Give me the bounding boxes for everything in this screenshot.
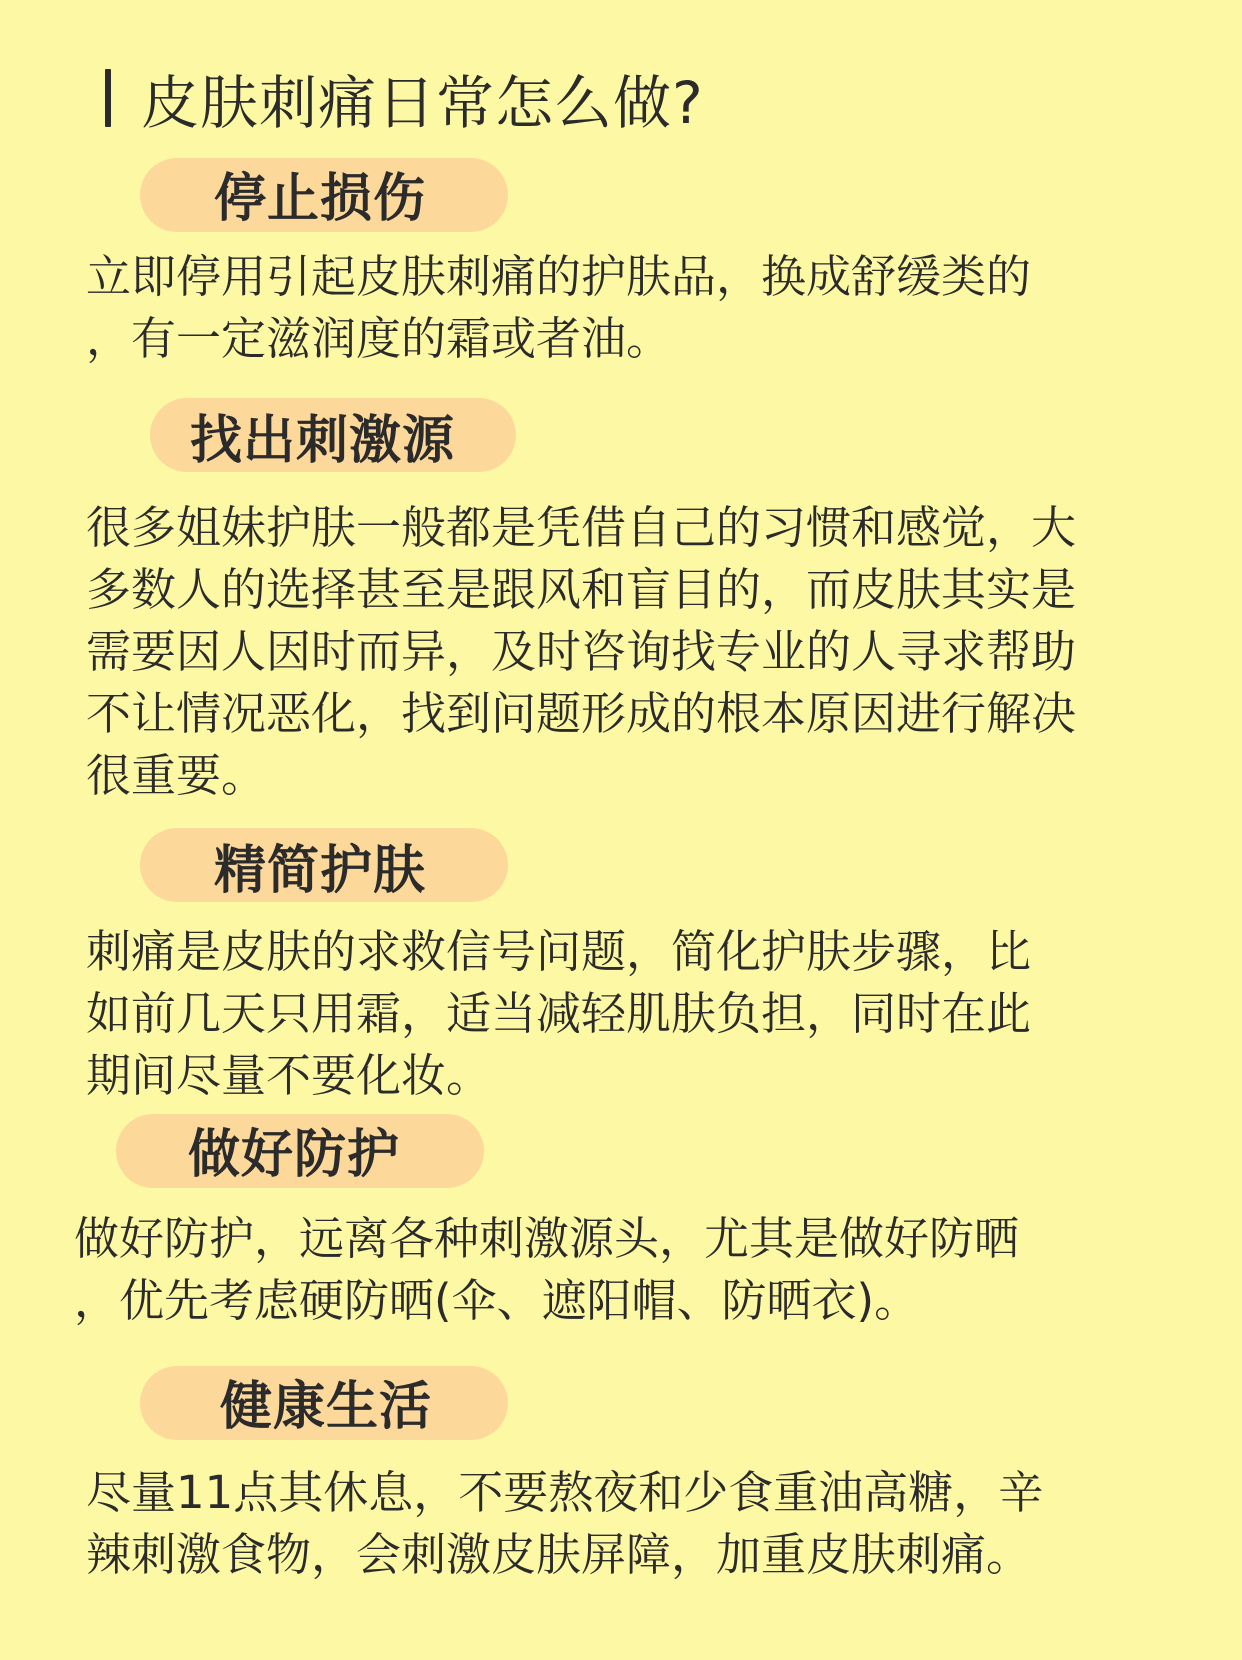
page-title: 皮肤刺痛日常怎么做?: [141, 69, 704, 137]
paragraph-line: 很重要。: [86, 749, 267, 802]
section-paragraph: [74, 1208, 1019, 1332]
title-row: [105, 58, 704, 138]
paragraph-line: 很多姐妹护肤一般都是凭借自己的习惯和感觉，大: [86, 501, 1077, 554]
section-heading: 健康生活: [220, 1377, 433, 1437]
section-paragraph: [86, 921, 1031, 1107]
paragraph-line: 多数人的选择甚至是跟风和盲目的，而皮肤其实是: [86, 563, 1077, 616]
section-paragraph: [86, 1462, 1043, 1586]
paragraph-line: 做好防护，远离各种刺激源头，尤其是做好防晒: [74, 1212, 1020, 1265]
paragraph-line: 如前几天只用霜，适当减轻肌肤负担，同时在此: [86, 987, 1032, 1040]
paragraph-line: 立即停用引起皮肤刺痛的护肤品，换成舒缓类的: [86, 250, 1032, 303]
paragraph-line: 不让情况恶化，找到问题形成的根本原因进行解决: [86, 687, 1077, 740]
paragraph-line: 需要因人因时而异，及时咨询找专业的人寻求帮助: [86, 625, 1077, 678]
section-paragraph: [86, 497, 1076, 807]
section-heading: 做好防护: [188, 1125, 401, 1185]
paragraph-line: 辣刺激食物，会刺激皮肤屏障，加重皮肤刺痛。: [86, 1528, 1032, 1581]
section-heading: 找出刺激源: [190, 411, 456, 471]
section-paragraph: [86, 246, 1031, 370]
paragraph-line: ，优先考虑硬防晒(伞、遮阳帽、防晒衣)。: [74, 1274, 920, 1327]
title-accent-bar: [105, 69, 111, 127]
section-heading: 停止损伤: [214, 169, 427, 229]
section-heading: 精简护肤: [214, 841, 427, 901]
paragraph-line: ，有一定滋润度的霜或者油。: [86, 312, 672, 365]
paragraph-line: 尽量11点其休息，不要熬夜和少食重油高糖，辛: [86, 1466, 1044, 1519]
paragraph-line: 期间尽量不要化妆。: [86, 1049, 492, 1102]
paragraph-line: 刺痛是皮肤的求救信号问题，简化护肤步骤，比: [86, 925, 1032, 978]
